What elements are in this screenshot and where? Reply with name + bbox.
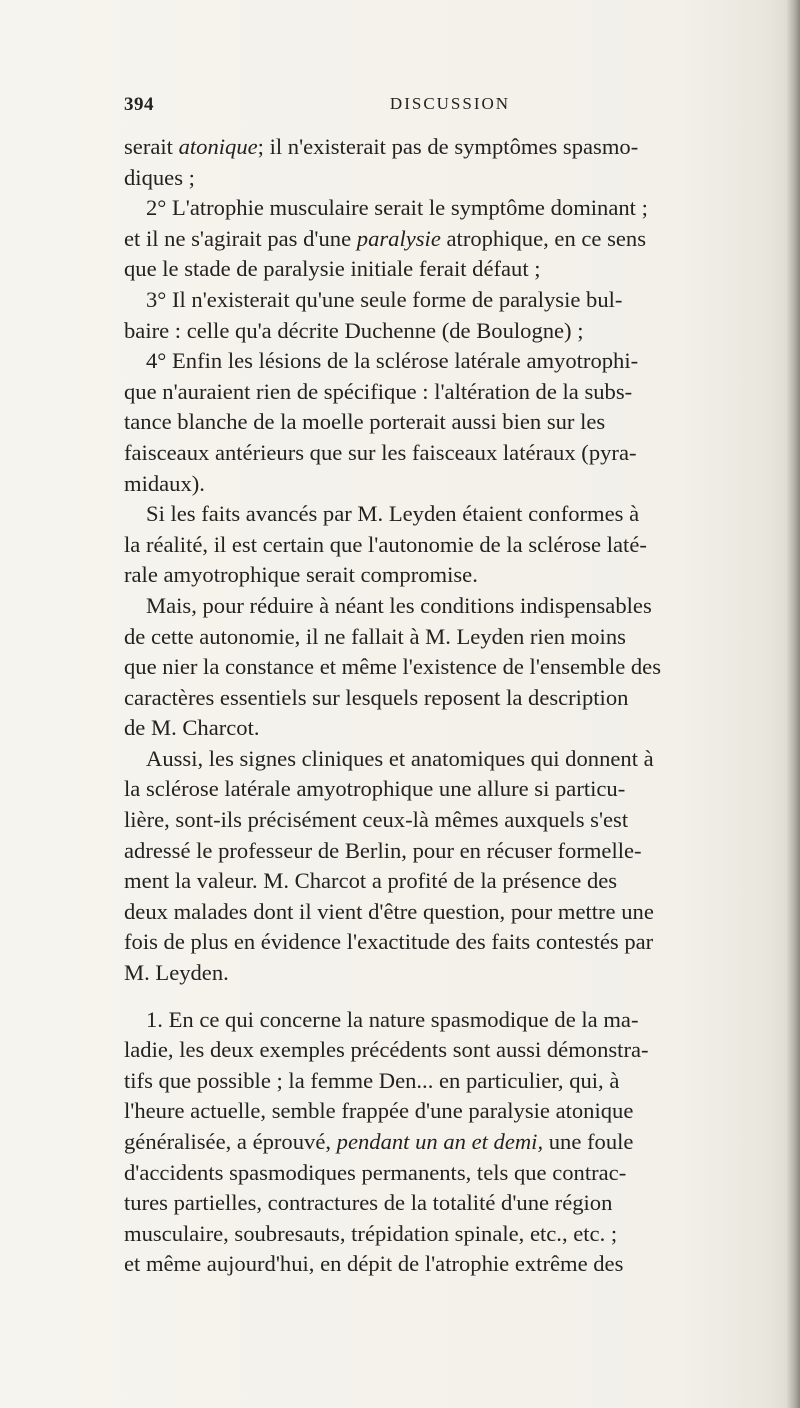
body-text: [124, 132, 766, 1280]
page-number: 394: [124, 94, 154, 115]
text-line: que le stade de paralysie initiale ferait défaut ;: [124, 256, 541, 282]
paragraph-section-1: [124, 1005, 766, 1280]
text-line: que n'auraient rien de spécifique : l'altération de la subs-: [124, 378, 633, 404]
paragraph-point-3: [124, 285, 766, 346]
text-line: rale amyotrophique serait compromise.: [124, 562, 478, 588]
text-line: ment la valeur. M. Charcot a profité de la présence des: [124, 868, 618, 894]
text-line: Aussi, les signes cliniques et anatomiques qui donnent à: [146, 745, 654, 771]
text-line: faisceaux antérieurs que sur les faisceaux latéraux (pyra-: [124, 439, 637, 465]
text-line: 1. En ce qui concerne la nature spasmodique de la ma-: [146, 1006, 639, 1032]
page-edge-shadow: [786, 0, 800, 1408]
text-line: adressé le professeur de Berlin, pour en récuser formelle-: [124, 837, 642, 863]
page-header: [124, 94, 776, 124]
text-line: diques ;: [124, 164, 195, 190]
text-line: l'heure actuelle, semble frappée d'une paralysie atonique: [124, 1098, 634, 1124]
text-line: d'accidents spasmodiques permanents, tels que contrac-: [124, 1159, 627, 1185]
text-line: musculaire, soubresauts, trépidation spinale, etc., etc. ;: [124, 1220, 618, 1246]
paragraph-aussi: [124, 744, 766, 989]
text-line: lière, sont-ils précisément ceux-là mêmes auxquels s'est: [124, 807, 629, 833]
paragraph-point-2: [124, 193, 766, 285]
text-line: caractères essentiels sur lesquels reposent la description: [124, 684, 629, 710]
text-line: tures partielles, contractures de la totalité d'une région: [124, 1190, 613, 1216]
text-line: midaux).: [124, 470, 205, 496]
text-line: M. Leyden.: [124, 960, 229, 986]
running-title: DISCUSSION: [389, 94, 511, 113]
text-line: que nier la constance et même l'existence de l'ensemble des: [124, 654, 661, 680]
text-line: la sclérose latérale amyotrophique une allure si particu-: [124, 776, 626, 802]
text-line: de M. Charcot.: [124, 715, 260, 741]
paragraph-mais: [124, 591, 766, 744]
text-line: et même aujourd'hui, en dépit de l'atrophie extrême des: [124, 1251, 624, 1277]
paragraph-point-4: [124, 346, 766, 499]
text-line: de cette autonomie, il ne fallait à M. Leyden rien moins: [124, 623, 626, 649]
text-line: 2° L'atrophie musculaire serait le symptôme dominant ;: [146, 195, 648, 221]
section-gap: [124, 989, 766, 1005]
text-line: généralisée, a éprouvé, pendant un an et demi, une foule: [124, 1129, 634, 1154]
text-line: Si les faits avancés par M. Leyden étaient conformes à: [146, 501, 640, 527]
paragraph-atonique: [124, 132, 766, 193]
text-line: 3° Il n'existerait qu'une seule forme de paralysie bul-: [146, 286, 623, 312]
text-line: fois de plus en évidence l'exactitude des faits contestés par: [124, 929, 654, 955]
text-line: Mais, pour réduire à néant les conditions indispensables: [146, 592, 652, 618]
text-line: 4° Enfin les lésions de la sclérose latérale amyotrophi-: [146, 348, 639, 374]
paragraph-leyden: [124, 499, 766, 591]
text-line: serait atonique; il n'existerait pas de symptômes spasmo-: [124, 134, 639, 159]
text-line: tance blanche de la moelle porterait aussi bien sur les: [124, 409, 606, 435]
text-line: ladie, les deux exemples précédents sont aussi démonstra-: [124, 1037, 649, 1063]
text-line: la réalité, il est certain que l'autonomie de la sclérose laté-: [124, 531, 647, 557]
text-line: baire : celle qu'a décrite Duchenne (de Boulogne) ;: [124, 317, 584, 343]
text-line: tifs que possible ; la femme Den... en particulier, qui, à: [124, 1067, 620, 1093]
text-line: deux malades dont il vient d'être question, pour mettre une: [124, 898, 654, 924]
text-line: et il ne s'agirait pas d'une paralysie atrophique, en ce sens: [124, 225, 647, 251]
